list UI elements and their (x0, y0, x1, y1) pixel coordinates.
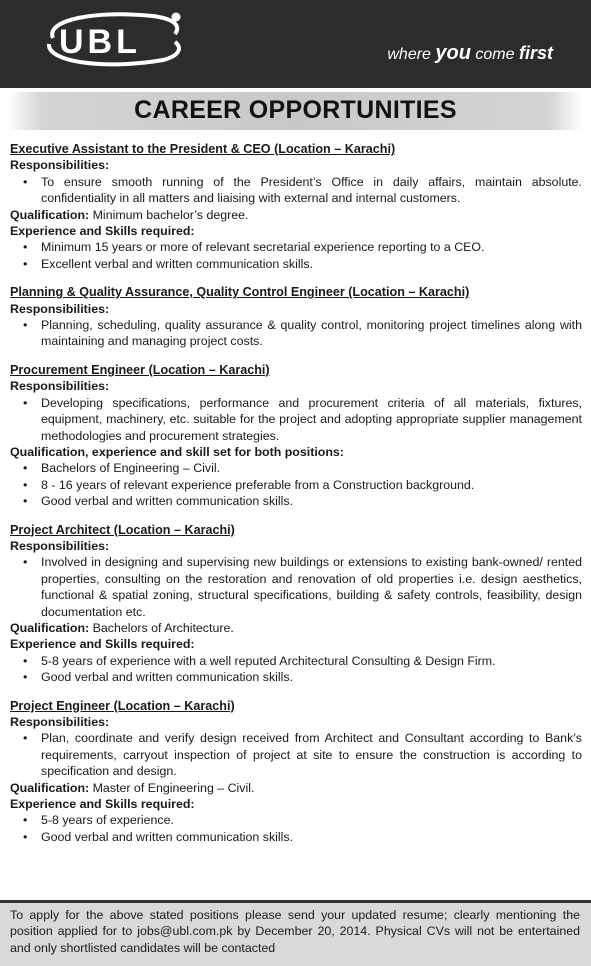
job-listings (10, 141, 582, 857)
job-section (10, 141, 582, 272)
experience-list (10, 812, 582, 845)
list-item: • 8 - 16 years of relevant experience preferable from a Construction background. (10, 477, 582, 493)
responsibilities-list (10, 554, 582, 620)
list-item: • Bachelors of Engineering – Civil. (10, 460, 582, 476)
job-section (10, 522, 582, 686)
qualification-line (10, 207, 582, 223)
qualification-value: Bachelors of Architecture. (89, 620, 234, 635)
list-item: • Developing specifications, performance and procurement criteria of all materials, fixtures, equipment, machinery, etc. suitable for the project and adopting appropriate supplier management methodologies and procurement strategies. (10, 395, 582, 444)
responsibilities-label: Responsibilities: (10, 715, 110, 729)
qualification-line (10, 620, 582, 636)
job-title: Planning & Quality Assurance, Quality Control Engineer (Location – Karachi) (10, 285, 470, 300)
job-section (10, 284, 582, 350)
job-title: Project Engineer (Location – Karachi) (10, 698, 235, 713)
experience-list (10, 239, 582, 272)
tagline-you: you (435, 42, 471, 64)
responsibilities-label: Responsibilities: (10, 301, 110, 316)
responsibilities-label: Responsibilities: (10, 379, 110, 394)
list-item: • Involved in designing and supervising new buildings or extensions to existing bank-owned/ rented properties, consulting on the restoration and renovation of old properties i.e. design aesthetics, functional & spatial zoning, structural specifications, building & safety controls, feasibility, design documentation etc. (10, 554, 582, 620)
qualification-value: Minimum bachelor’s degree. (89, 207, 249, 222)
job-section (10, 698, 582, 846)
qualification-value: Master of Engineering – Civil. (89, 780, 255, 795)
ubl-logo (35, 8, 185, 70)
list-item: • Planning, scheduling, quality assurance & quality control, monitoring project timelines along with maintaining and managing project costs. (10, 317, 582, 350)
tagline (387, 42, 553, 65)
job-title: Procurement Engineer (Location – Karachi) (10, 362, 270, 377)
list-item: • Minimum 15 years or more of relevant secretarial experience reporting to a CEO. (10, 239, 582, 255)
list-item: • Plan, coordinate and verify design received from Architect and Consultant according to Bank’s requirements, carryout inspection of project at site to ensure the construction is according to specification and design. (10, 730, 582, 779)
svg-text:UBL: UBL (59, 23, 141, 61)
job-section (10, 362, 582, 510)
qualification-label: Qualification: (10, 620, 90, 635)
qualification-label: Qualification: (10, 207, 90, 222)
experience-label: Experience and Skills required: (10, 224, 195, 239)
responsibilities-label: Responsibilities: (10, 538, 110, 553)
qualification-label: Qualification: (10, 780, 90, 795)
experience-label: Experience and Skills required: (10, 637, 195, 652)
tagline-first: first (518, 43, 553, 63)
header-band (0, 0, 591, 88)
list-item: • Good verbal and written communication skills. (10, 493, 582, 509)
responsibilities-list (10, 730, 582, 779)
job-title: Project Architect (Location – Karachi) (10, 522, 235, 537)
experience-list (10, 460, 582, 509)
list-item: • Good verbal and written communication skills. (10, 829, 582, 845)
tagline-where: where (387, 46, 431, 63)
tagline-come: come (475, 46, 515, 63)
page-title: CAREER OPPORTUNITIES (134, 96, 457, 124)
qualification-line (10, 780, 582, 796)
experience-label: Qualification, experience and skill set for both positions: (10, 444, 344, 459)
responsibilities-list (10, 174, 582, 207)
experience-label: Experience and Skills required: (10, 797, 195, 812)
responsibilities-list (10, 395, 582, 444)
responsibilities-label: Responsibilities: (10, 158, 110, 173)
job-title: Executive Assistant to the President & CEO (Location – Karachi) (10, 142, 396, 156)
list-item: • Excellent verbal and written communication skills. (10, 256, 582, 272)
list-item: • 5-8 years of experience with a well reputed Architectural Consulting & Design Firm. (10, 653, 582, 669)
experience-list (10, 653, 582, 686)
list-item: • Good verbal and written communication skills. (10, 669, 582, 685)
list-item: • 5-8 years of experience. (10, 812, 582, 828)
responsibilities-list (10, 317, 582, 350)
list-item: • To ensure smooth running of the President’s Office in daily affairs, maintain absolute. confidentiality in all matters and liaising with external and internal customers. (10, 174, 582, 207)
application-instructions: To apply for the above stated positions please send your updated resume; clearly mentioning the position applied for to jobs@ubl.com.pk by December 20, 2014. Physical CVs will not be entertained and only shortlisted candidates will be contacted (10, 908, 580, 955)
